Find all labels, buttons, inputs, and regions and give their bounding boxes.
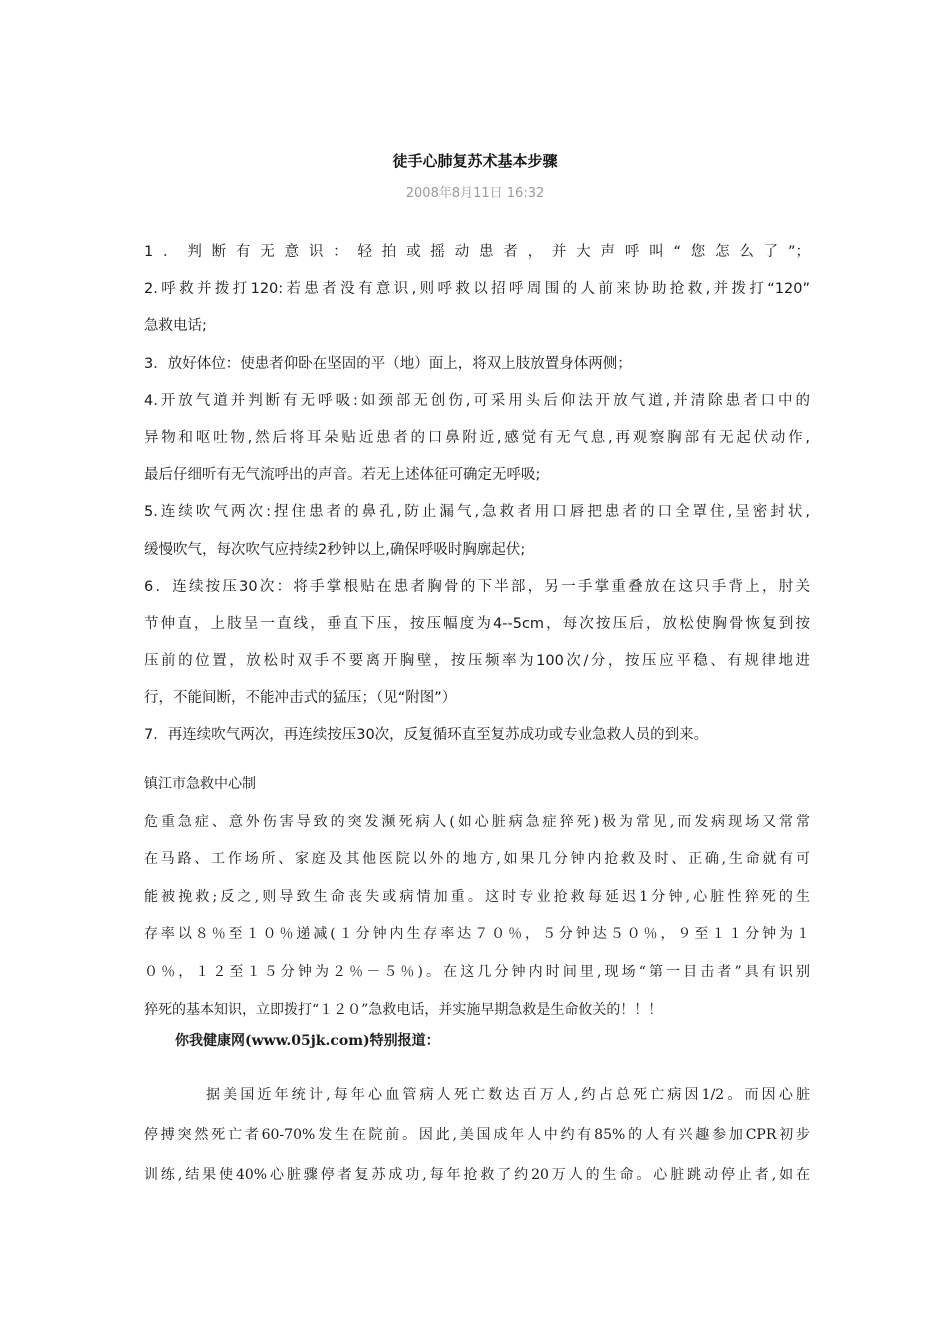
- report-section: [144, 1075, 810, 1195]
- step-line: 1．判断有无意识：轻拍或摇动患者，并大声呼叫“您怎么了”；: [144, 244, 810, 260]
- paragraph-line: 存率以８％至１０％递减(１分钟内生存率达７０％，５分钟达５０％，９至１１分钟为１: [144, 926, 810, 943]
- paragraph-line: 猝死的基本知识，立即拨打“１２０”急救电话，并实施早期急救是生命攸关的！！！: [144, 1001, 663, 1018]
- step-line: 2.呼救并拨打120:若患者没有意识,则呼救以招呼周围的人前来协助抢救,并拨打“120”: [144, 281, 810, 298]
- step-line: 行，不能间断，不能冲击式的猛压；（见“附图”）: [144, 690, 457, 707]
- step-line: 6．连续按压30次：将手掌根贴在患者胸骨的下半部，另一手掌重叠放在这只手背上，肘关: [144, 578, 810, 595]
- step-line: 3．放好体位：使患者仰卧在坚固的平（地）面上，将双上肢放置身体两侧；: [144, 355, 632, 372]
- paragraph-line: 能被挽救;反之,则导致生命丧失或病情加重。这时专业抢救每延迟1分钟,心脏性猝死的生: [144, 888, 810, 905]
- step-line: 4.开放气道并判断有无呼吸:如颈部无创伤,可采用头后仰法开放气道,并清除患者口中的: [144, 392, 810, 409]
- report-heading: 你我健康网(www.05jk.com)特别报道：: [175, 1033, 440, 1049]
- step-line: 压前的位置，放松时双手不要离开胸壁，按压频率为100次/分，按压应平稳、有规律地进: [144, 653, 810, 670]
- paragraph-line: 据美国近年统计,每年心血管病人死亡数达百万人,约占总死亡病因1/2。而因心脏: [206, 1087, 810, 1103]
- step-line: 5.连续吹气两次:捏住患者的鼻孔,防止漏气,急救者用口唇把患者的口全罩住,呈密封状,: [144, 504, 810, 521]
- step-line: 最后仔细听有无气流呼出的声音。若无上述体征可确定无呼吸;: [144, 467, 541, 484]
- paragraph-line: 在马路、工作场所、家庭及其他医院以外的地方,如果几分钟内抢救及时、正确,生命就有可: [144, 851, 810, 868]
- step-line: 缓慢吹气，每次吹气应持续2秒钟以上,确保呼吸时胸廓起伏;: [144, 541, 526, 558]
- step-line: 异物和呕吐物,然后将耳朵贴近患者的口鼻附近,感觉有无气息,再观察胸部有无起伏动作,: [144, 429, 810, 446]
- paragraph-line: 停搏突然死亡者60-70%发生在院前。因此,美国成年人中约有85%的人有兴趣参加CPR初步: [144, 1127, 810, 1143]
- cpr-steps: [144, 234, 810, 755]
- paragraph-line: 训练,结果使40%心脏骤停者复苏成功,每年抢救了约20万人的生命。心脏跳动停止者,如在: [144, 1167, 810, 1183]
- emergency-center-section: [144, 766, 810, 1029]
- paragraph-line: 危重急症、意外伤害导致的突发濒死病人(如心脏病急症猝死)极为常见,而发病现场又常常: [144, 813, 810, 830]
- paragraph-line: ０％，１２至１５分钟为２％－５％)。在这几分钟内时间里,现场“第一目击者”具有识别: [144, 963, 810, 980]
- document-date: 2008年8月11日 16:32: [405, 186, 545, 201]
- step-line: 节伸直，上肢呈一直线，垂直下压，按压幅度为4--5cm，每次按压后，放松使胸骨恢复到按: [144, 615, 810, 632]
- section-source: 镇江市急救中心制: [144, 776, 256, 792]
- document-title: 徒手心肺复苏术基本步骤: [392, 152, 558, 170]
- step-line: 7．再连续吹气两次，再连续按压30次，反复循环直至复苏成功或专业急救人员的到来。: [144, 727, 709, 744]
- step-line: 急救电话;: [144, 318, 207, 335]
